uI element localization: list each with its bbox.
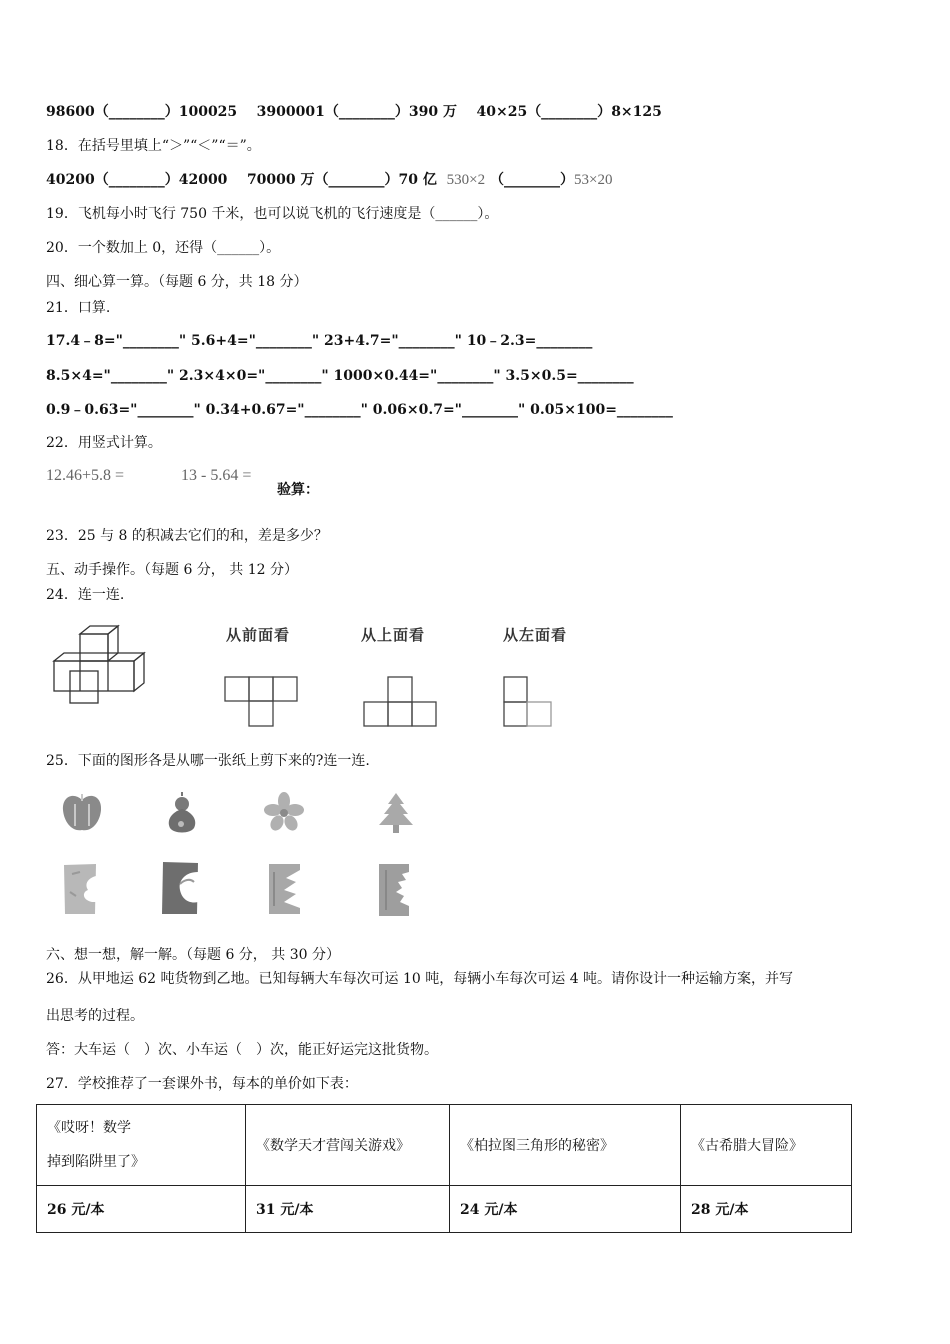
table-row (37, 1186, 852, 1233)
book-name-cell: 《哎呀！数学 掉到陷阱里了》 (37, 1105, 246, 1186)
section-6-title: 六、想一想，解一解。（每题 6 分， 共 30 分） (46, 947, 340, 963)
paper-with-hole-4[interactable] (376, 862, 412, 918)
question-26-line-2: 出思考的过程。 (46, 1008, 144, 1024)
oral-calc-row: 0.9﹣0.63="________" 0.34+0.67="________" 0.06×0.7="________" 0.05×100=________ (46, 402, 673, 418)
blank[interactable]: （________） (324, 104, 409, 120)
book-price-cell: 28 元/本 (681, 1186, 852, 1233)
flower-shape[interactable] (264, 792, 304, 832)
question-23: 23．25 与 8 的积减去它们的和，差是多少？ (46, 528, 328, 544)
book-price-cell: 31 元/本 (246, 1186, 450, 1233)
section-5-title: 五、动手操作。（每题 6 分， 共 12 分） (46, 562, 298, 578)
blank[interactable]: （________） (314, 172, 399, 188)
top-view-shape[interactable] (363, 676, 439, 728)
question-18: 18．在括号里填上“＞”“＜”“＝”。 (46, 138, 261, 154)
blank[interactable]: （________） (489, 172, 574, 188)
paper-with-hole-3[interactable] (266, 862, 302, 916)
front-view-shape[interactable] (224, 676, 300, 728)
left-view-shape[interactable] (503, 676, 555, 728)
blank[interactable]: （________） (527, 104, 612, 120)
view-label-left: 从左面看 (503, 626, 568, 644)
question-26-line-1: 26．从甲地运 62 吨货物到乙地。已知每辆大车每次可运 10 吨，每辆小车每次可运 4 吨。请你设计一种运输方案，并写 (46, 971, 794, 987)
view-label-top: 从上面看 (361, 626, 426, 644)
section-4-title: 四、细心算一算。（每题 6 分，共 18 分） (46, 274, 308, 290)
tree-shape[interactable] (376, 792, 416, 834)
book-price-table (36, 1104, 852, 1233)
question-26-answer: 答：大车运（ ）次、小车运（ ）次，能正好运完这批货物。 (46, 1042, 438, 1058)
book-price-cell: 26 元/本 (37, 1186, 246, 1233)
question-21-title: 21．口算. (46, 300, 111, 316)
gourd-shape[interactable] (164, 792, 200, 834)
blank[interactable]: （________） (94, 104, 179, 120)
book-name-cell: 《数学天才营闯关游戏》 (246, 1105, 450, 1186)
compare-row-1: 98600（________）100025 3900001（________）390 万 40×25（________）8×125 (46, 104, 662, 120)
book-name-cell: 《柏拉图三角形的秘密》 (450, 1105, 681, 1186)
cube-solid-figure (50, 624, 160, 706)
check-label: 验算： (277, 482, 319, 498)
table-row (37, 1105, 852, 1186)
question-19: 19．飞机每小时飞行 750 千米，也可以说飞机的飞行速度是（______）。 (46, 206, 499, 222)
apple-shape[interactable] (60, 792, 104, 834)
view-label-front: 从前面看 (226, 626, 291, 644)
vertical-calc-expr-2: 13 - 5.64 = (181, 467, 252, 484)
book-price-cell: 24 元/本 (450, 1186, 681, 1233)
question-20: 20．一个数加上 0，还得（______）。 (46, 240, 281, 256)
compare-row-2: 40200（________）42000 70000 万（________）70 亿 530×2 （________）53×20 (46, 172, 613, 188)
blank[interactable]: （________） (94, 172, 179, 188)
question-24-title: 24．连一连. (46, 587, 125, 603)
vertical-calc-expr-1: 12.46+5.8 = (46, 467, 125, 484)
question-27-title: 27．学校推荐了一套课外书，每本的单价如下表： (46, 1076, 358, 1092)
oral-calc-row: 17.4﹣8="________" 5.6+4="________" 23+4.7="________" 10﹣2.3=________ (46, 333, 593, 349)
oral-calc-row: 8.5×4="________" 2.3×4×0="________" 1000×0.44="________" 3.5×0.5=________ (46, 368, 634, 384)
question-22-title: 22．用竖式计算。 (46, 435, 162, 451)
paper-with-hole-1[interactable] (62, 862, 98, 916)
question-25-title: 25．下面的图形各是从哪一张纸上剪下来的?连一连. (46, 753, 370, 769)
book-name-cell: 《古希腊大冒险》 (681, 1105, 852, 1186)
paper-with-hole-2[interactable] (160, 860, 200, 916)
